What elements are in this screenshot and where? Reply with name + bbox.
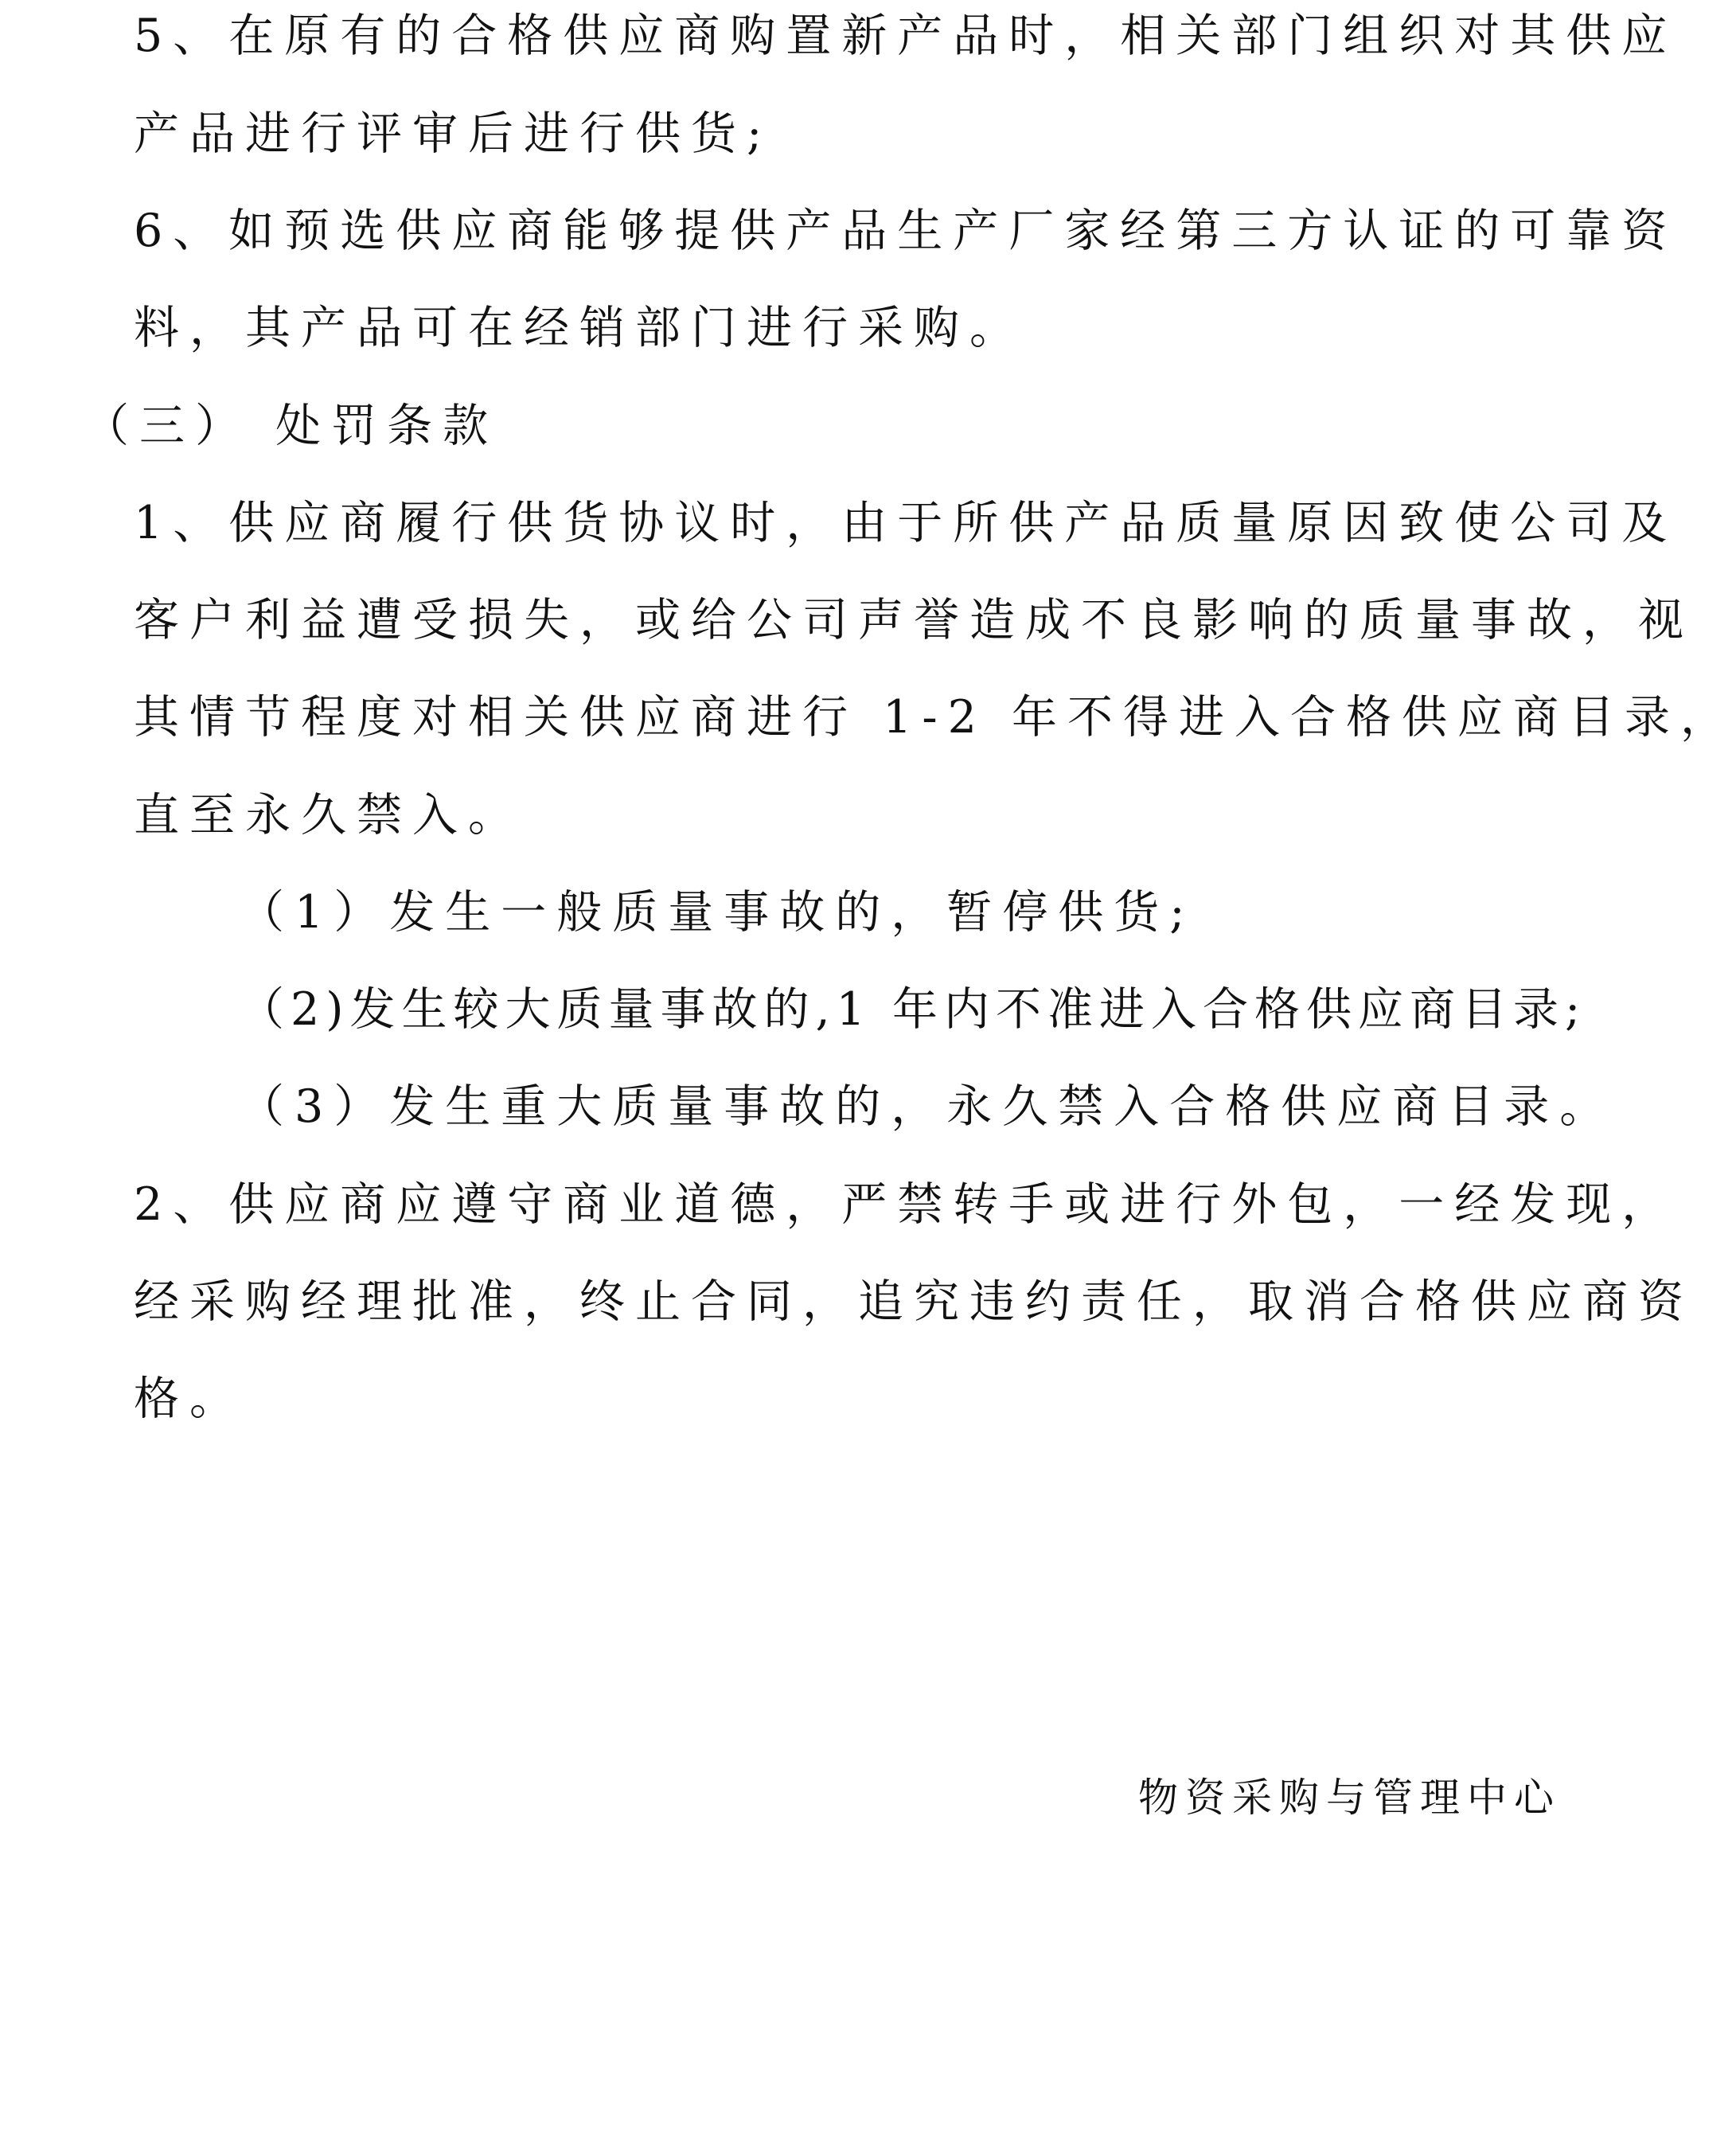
- penalty-1-line-3: 其情节程度对相关供应商进行 1-2 年不得进入合格供应商目录，: [134, 691, 1736, 744]
- penalty-1-item-1: （1）发生一般质量事故的，暂停供货;: [239, 886, 1196, 939]
- clause-5-line-1: 5、在原有的合格供应商购置新产品时，相关部门组织对其供应: [134, 10, 1678, 62]
- penalty-2-line-3: 格。: [134, 1373, 245, 1425]
- penalty-1-line-4: 直至永久禁入。: [134, 789, 524, 842]
- clause-6-line-1: 6、如预选供应商能够提供产品生产厂家经第三方认证的可靠资: [134, 205, 1678, 257]
- clause-5-line-2: 产品进行评审后进行供货;: [134, 107, 773, 160]
- penalty-2-line-2: 经采购经理批准，终止合同，追究违约责任，取消合格供应商资: [134, 1275, 1694, 1328]
- section-heading-penalty: （三） 处罚条款: [84, 400, 499, 452]
- penalty-1-line-1: 1、供应商履行供货协议时，由于所供产品质量原因致使公司及: [134, 497, 1678, 549]
- signature-department: 物资采购与管理中心: [1138, 1775, 1561, 1821]
- penalty-1-item-2: （2)发生较大质量事故的,1 年内不准进入合格供应商目录;: [239, 983, 1587, 1036]
- clause-6-line-2: 料，其产品可在经销部门进行采购。: [134, 302, 1025, 354]
- penalty-2-line-1: 2、供应商应遵守商业道德，严禁转手或进行外包，一经发现，: [134, 1178, 1678, 1231]
- penalty-1-line-2: 客户利益遭受损失，或给公司声誉造成不良影响的质量事故，视: [134, 594, 1694, 646]
- penalty-1-item-3: （3）发生重大质量事故的，永久禁入合格供应商目录。: [239, 1080, 1616, 1133]
